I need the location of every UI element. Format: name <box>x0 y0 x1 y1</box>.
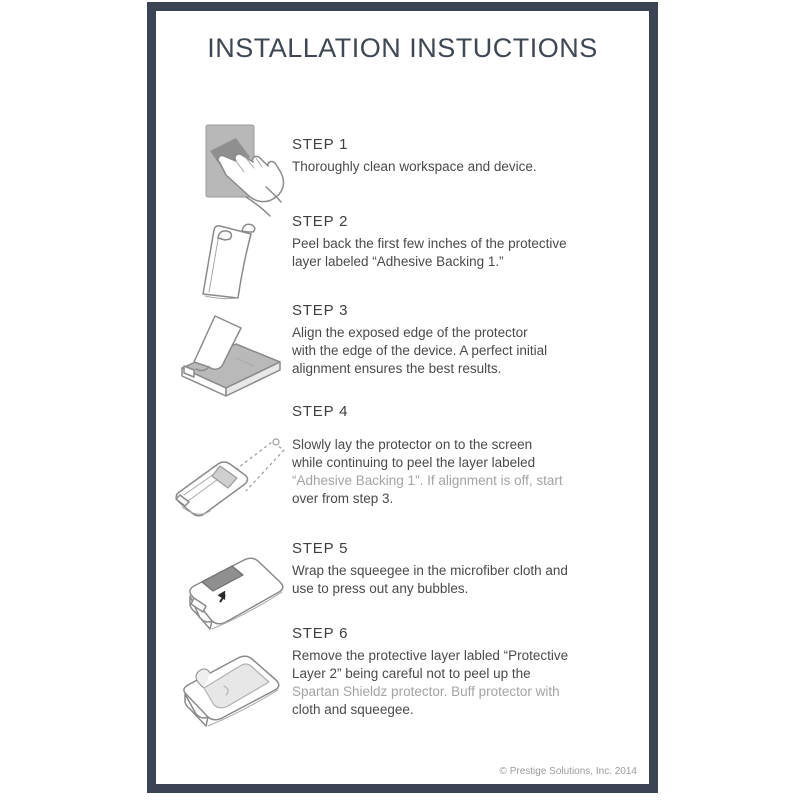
step-5-title: STEP 5 <box>292 540 349 557</box>
instruction-card-frame <box>147 2 658 793</box>
step-4-text: Slowly lay the protector on to the screen <box>292 437 533 452</box>
step-5-text: Wrap the squeegee in the microfiber cloth and <box>292 563 568 578</box>
step-3-title: STEP 3 <box>292 302 349 319</box>
step-1-text: Thoroughly clean workspace and device. <box>292 159 537 174</box>
step-6-text: Spartan Shieldz protector. Buff protector with <box>292 684 560 699</box>
step-3-text: alignment ensures the best results. <box>292 361 502 376</box>
step-1-title: STEP 1 <box>292 136 349 153</box>
copyright-notice: © Prestige Solutions, Inc. 2014 <box>499 766 637 777</box>
instruction-card <box>156 11 649 784</box>
step-2 <box>292 213 632 271</box>
align-protector-edge-icon <box>174 304 292 409</box>
step-4-text: while continuing to peel the layer labeled <box>292 455 536 470</box>
step-3-text: Align the exposed edge of the protector <box>292 325 528 340</box>
step-6-text: cloth and squeegee. <box>292 702 414 717</box>
step-6-text: Layer 2” being careful not to peel up the <box>292 666 531 681</box>
lay-protector-peel-icon <box>170 431 298 528</box>
step-2-text: Peel back the first few inches of the protective <box>292 236 567 251</box>
step-2-title: STEP 2 <box>292 213 349 230</box>
step-4-title: STEP 4 <box>292 403 349 420</box>
remove-top-layer-icon <box>176 644 291 741</box>
squeegee-bubbles-icon <box>178 544 296 649</box>
step-3 <box>292 302 632 378</box>
step-5 <box>292 540 632 598</box>
step-2-text: layer labeled “Adhesive Backing 1.” <box>292 254 504 269</box>
step-6-title: STEP 6 <box>292 625 349 642</box>
step-4-text: “Adhesive Backing 1”. If alignment is off, start <box>292 473 563 488</box>
step-4 <box>292 403 632 508</box>
hand-cleaning-device-icon <box>186 121 286 224</box>
page-title: INSTALLATION INSTUCTIONS <box>207 33 598 63</box>
step-4-text: over from step 3. <box>292 491 394 506</box>
peel-backing-corner-icon <box>191 214 269 307</box>
step-6 <box>292 625 632 719</box>
step-5-text: use to press out any bubbles. <box>292 581 469 596</box>
step-3-text: with the edge of the device. A perfect initial <box>292 343 548 358</box>
step-1 <box>292 136 632 176</box>
step-6-text: Remove the protective layer labled “Protective <box>292 648 569 663</box>
